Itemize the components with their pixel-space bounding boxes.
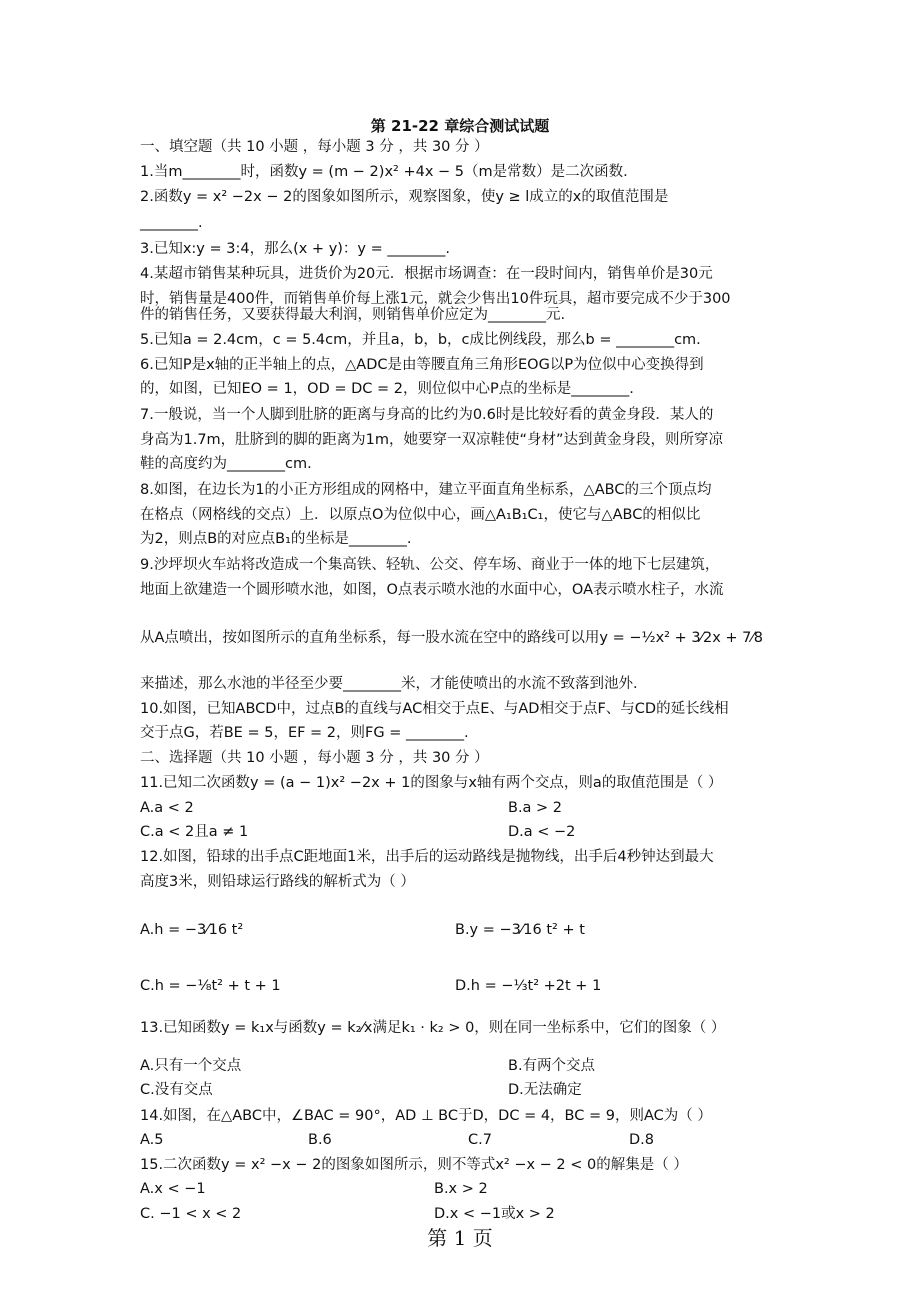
question-12-cont: 高度3米，则铅球运行路线的解析式为（ ）: [140, 874, 415, 890]
option-c: C.a < 2且a ≠ 1: [140, 824, 249, 840]
option-a: A.h = −3⁄16 t²: [140, 922, 244, 938]
option-c: C. −1 < x < 2: [140, 1206, 242, 1222]
question-9-cont: 来描述，那么水池的半径至少要________米，才能使喷出的水流不致落到池外.: [140, 676, 638, 692]
question-1: 1.当m________时，函数y = (m − 2)x² +4x − 5（m是常数）是二次函数.: [140, 164, 628, 180]
question-9: 9.沙坪坝火车站将改造成一个集高铁、轻轨、公交、停车场、商业于一体的地下七层建筑，: [140, 557, 720, 573]
option-d: D.x < −1或x > 2: [434, 1206, 555, 1222]
question-2: 2.函数y = x² −2x − 2的图象如图所示，观察图象，使y ≥ l成立的x的取值范围是: [140, 189, 669, 205]
option-b: B.6: [308, 1132, 332, 1148]
option-d: D.a < −2: [508, 824, 576, 840]
question-10: 10.如图，已知ABCD中，过点B的直线与AC相交于点E、与AD相交于点F、与CD的延长线相: [140, 701, 729, 717]
question-10-cont: 交于点G，若BE = 5，EF = 2，则FG = ________.: [140, 725, 469, 741]
section-heading: 一、填空题（共 10 小题 ，每小题 3 分 ，共 30 分 ）: [140, 139, 489, 155]
question-8-cont: 在格点（网格线的交点）上．以原点O为位似中心，画△A₁B₁C₁，使它与△ABC的相似比: [140, 507, 701, 523]
option-b: B.有两个交点: [508, 1058, 596, 1074]
option-d: D.无法确定: [508, 1082, 582, 1098]
option-b: B.a > 2: [508, 800, 563, 816]
question-8-cont: 为2，则点B的对应点B₁的坐标是________.: [140, 531, 412, 547]
question-12: 12.如图，铅球的出手点C距地面1米，出手后的运动路线是抛物线，出手后4秒钟达到最大: [140, 849, 714, 865]
question-6-cont: 的，如图，已知EO = 1，OD = DC = 2，则位似中心P点的坐标是________.: [140, 381, 634, 397]
option-a: A.a < 2: [140, 800, 194, 816]
question-4: 4.某超市销售某种玩具，进货价为20元．根据市场调查：在一段时间内，销售单价是30元: [140, 266, 713, 282]
question-7-cont: 鞋的高度约为________cm.: [140, 456, 312, 472]
option-c: C.h = −⅛t² + t + 1: [140, 978, 281, 994]
option-b: B.y = −3⁄16 t² + t: [455, 922, 585, 938]
option-c: C.没有交点: [140, 1082, 213, 1098]
question-14: 14.如图，在△ABC中，∠BAC = 90°，AD ⊥ BC于D，DC = 4，BC = 9，则AC为（ ）: [140, 1108, 712, 1124]
option-a: A.x < −1: [140, 1181, 206, 1197]
option-a: A.5: [140, 1132, 164, 1148]
question-2-blank: ________.: [140, 215, 203, 231]
question-11: 11.已知二次函数y = (a − 1)x² −2x + 1的图象与x轴有两个交点，则a的取值范围是（ ）: [140, 775, 723, 791]
page-number: 第 1 页: [427, 1226, 493, 1250]
question-7: 7.一般说，当一个人脚到肚脐的距离与身高的比约为0.6时是比较好看的黄金身段．某人的: [140, 407, 714, 423]
question-13: 13.已知函数y = k₁x与函数y = k₂⁄x满足k₁ · k₂ > 0，则在同一坐标系中，它们的图象（ ）: [140, 1020, 726, 1036]
question-8: 8.如图，在边长为1的小正方形组成的网格中，建立平面直角坐标系，△ABC的三个顶点均: [140, 482, 712, 498]
question-6: 6.已知P是x轴的正半轴上的点，△ADC是由等腰直角三角形EOG以P为位似中心变换得到: [140, 357, 704, 373]
option-d: D.h = −⅓t² +2t + 1: [455, 978, 602, 994]
question-7-cont: 身高为1.7m，肚脐到的脚的距离为1m，她要穿一双凉鞋使“身材”达到黄金身段，则所穿凉: [140, 432, 724, 448]
question-5: 5.已知a = 2.4cm，c = 5.4cm，并且a，b，b，c成比例线段，那么b = ________cm.: [140, 332, 701, 348]
question-4-cont: 时，销售量是400件，而销售单价每上涨1元，就会少售出10件玩具，超市要完成不少于300: [140, 291, 731, 307]
question-4-cont: 件的销售任务，又要获得最大利润，则销售单价应定为________元.: [140, 307, 566, 323]
question-15: 15.二次函数y = x² −x − 2的图象如图所示，则不等式x² −x − 2 < 0的解集是（ ）: [140, 1157, 688, 1173]
page-title: 第 21-22 章综合测试试题: [370, 117, 550, 135]
option-c: C.7: [468, 1132, 492, 1148]
option-d: D.8: [629, 1132, 654, 1148]
question-3: 3.已知x:y = 3:4，那么(x + y)：y = ________.: [140, 241, 450, 257]
question-9-cont: 地面上欲建造一个圆形喷水池，如图，O点表示喷水池的水面中心，OA表示喷水柱子，水流: [140, 582, 724, 598]
section-heading: 二、选择题（共 10 小题 ，每小题 3 分 ，共 30 分 ）: [140, 750, 489, 766]
question-9-cont: 从A点喷出，按如图所示的直角坐标系，每一股水流在空中的路线可以用y = −½x² + 3⁄2x + 7⁄8: [140, 630, 764, 646]
option-b: B.x > 2: [434, 1181, 488, 1197]
option-a: A.只有一个交点: [140, 1058, 242, 1074]
